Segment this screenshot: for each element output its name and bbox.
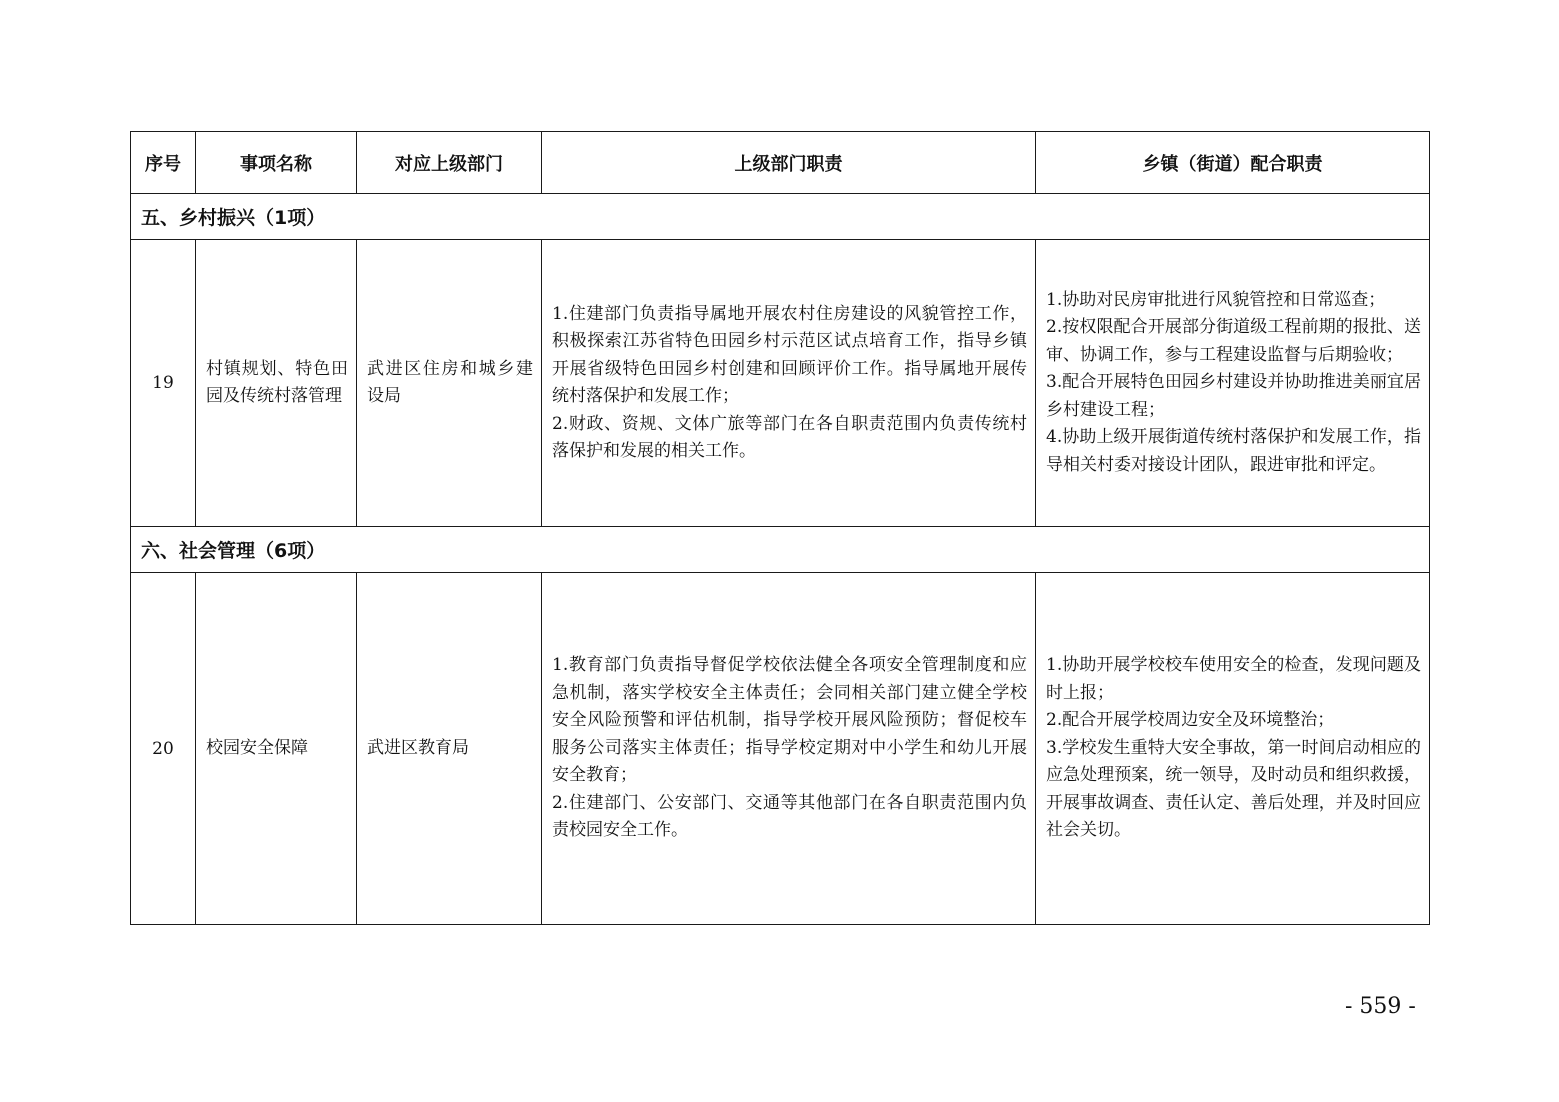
row-dept: 武进区教育局 bbox=[357, 573, 542, 925]
section-title: 五、乡村振兴（1项） bbox=[131, 194, 1430, 240]
table-row bbox=[131, 240, 1430, 527]
row-town-duty bbox=[1036, 240, 1430, 527]
duty-line: 4.协助上级开展街道传统村落保护和发展工作，指导相关村委对接设计团队，跟进审批和评定。 bbox=[1046, 427, 1421, 475]
duty-line: 1.教育部门负责指导督促学校依法健全各项安全管理制度和应急机制，落实学校安全主体责任；会同相关部门建立健全学校安全风险预警和评估机制，指导学校开展风险预防；督促校车服务公司落实主体责任；指导学校定期对中小学生和幼儿开展安全教育； bbox=[552, 655, 1027, 786]
duty-line: 3.学校发生重特大安全事故，第一时间启动相应的应急处理预案，统一领导，及时动员和组织救援，开展事故调查、责任认定、善后处理，并及时回应社会关切。 bbox=[1046, 737, 1421, 841]
row-town-duty bbox=[1036, 573, 1430, 925]
table-row bbox=[131, 573, 1430, 925]
section-title: 六、社会管理（6项） bbox=[131, 527, 1430, 573]
duty-line: 2.财政、资规、文体广旅等部门在各自职责范围内负责传统村落保护和发展的相关工作。 bbox=[552, 413, 1027, 461]
section-row bbox=[131, 194, 1430, 240]
row-seq: 19 bbox=[131, 240, 196, 527]
row-upper-duty bbox=[542, 573, 1036, 925]
header-dept: 对应上级部门 bbox=[357, 132, 542, 194]
row-upper-duty bbox=[542, 240, 1036, 527]
duty-line: 2.按权限配合开展部分街道级工程前期的报批、送审、协调工作，参与工程建设监督与后期验收； bbox=[1046, 317, 1421, 365]
header-town-duty: 乡镇（街道）配合职责 bbox=[1036, 132, 1430, 194]
row-item-name: 村镇规划、特色田园及传统村落管理 bbox=[196, 240, 357, 527]
header-item-name: 事项名称 bbox=[196, 132, 357, 194]
header-seq: 序号 bbox=[131, 132, 196, 194]
row-dept: 武进区住房和城乡建设局 bbox=[357, 240, 542, 527]
responsibility-table bbox=[130, 131, 1430, 925]
duty-line: 2.配合开展学校周边安全及环境整治； bbox=[1046, 710, 1335, 731]
duty-line: 2.住建部门、公安部门、交通等其他部门在各自职责范围内负责校园安全工作。 bbox=[552, 792, 1027, 841]
row-seq: 20 bbox=[131, 573, 196, 925]
table-header-row bbox=[131, 132, 1430, 194]
duty-line: 1.住建部门负责指导属地开展农村住房建设的风貌管控工作，积极探索江苏省特色田园乡村示范区试点培育工作，指导乡镇开展省级特色田园乡村创建和回顾评价工作。指导属地开展传统村落保护和发展工作； bbox=[552, 303, 1027, 406]
duty-line: 3.配合开展特色田园乡村建设并协助推进美丽宜居乡村建设工程； bbox=[1046, 372, 1421, 420]
section-row bbox=[131, 527, 1430, 573]
header-upper-duty: 上级部门职责 bbox=[542, 132, 1036, 194]
duty-line: 1.协助开展学校校车使用安全的检查，发现问题及时上报； bbox=[1046, 655, 1421, 703]
row-item-name: 校园安全保障 bbox=[196, 573, 357, 925]
page-number: - 559 - bbox=[1345, 994, 1416, 1019]
duty-line: 1.协助对民房审批进行风貌管控和日常巡查； bbox=[1046, 289, 1386, 310]
